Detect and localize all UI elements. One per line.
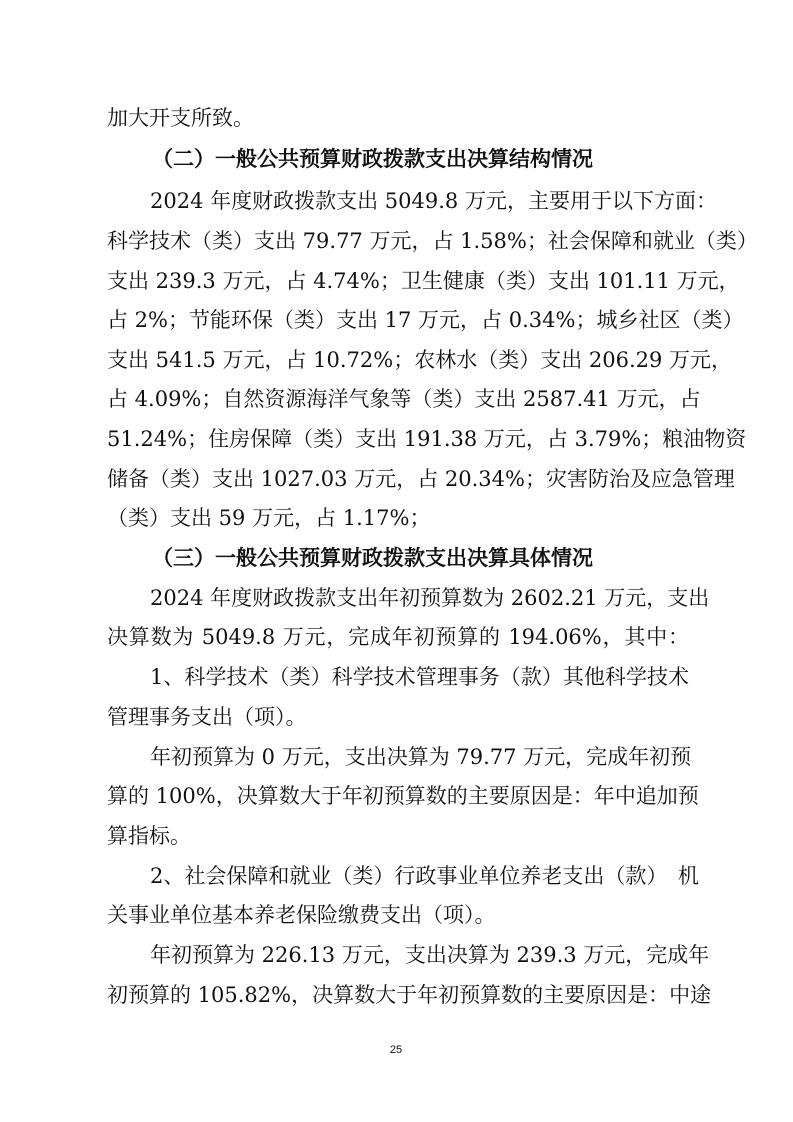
paragraph-line: 2024 年度财政拨款支出年初预算数为 2602.21 万元，支出 (150, 586, 710, 610)
paragraph-line: 占 4.09%；自然资源海洋气象等（类）支出 2587.41 万元，占 (107, 387, 701, 411)
paragraph-line: 支出 541.5 万元，占 10.72%；农林水（类）支出 206.29 万元， (107, 348, 733, 372)
paragraph-line: 占 2%；节能环保（类）支出 17 万元，占 0.34%；城乡社区（类） (107, 308, 744, 332)
paragraph-line: 年初预算为 0 万元，支出决算为 79.77 万元，完成年初预 (150, 745, 692, 769)
paragraph-line: 科学技术（类）支出 79.77 万元，占 1.58%；社会保障和就业（类） (107, 229, 758, 253)
paragraph-line: 关事业单位基本养老保险缴费支出（项）。 (107, 903, 496, 927)
paragraph-line: 决算数为 5049.8 万元，完成年初预算的 194.06%，其中： (107, 625, 689, 649)
paragraph-line: 年初预算为 226.13 万元，支出决算为 239.3 万元，完成年 (150, 943, 710, 967)
section-heading-2: （二）一般公共预算财政拨款支出决算结构情况 (152, 147, 593, 171)
paragraph-line: 初预算的 105.82%，决算数大于年初预算数的主要原因是：中途 (107, 983, 712, 1007)
paragraph-line: 2024 年度财政拨款支出 5049.8 万元，主要用于以下方面： (150, 189, 717, 213)
paragraph-line: （类）支出 59 万元，占 1.17%； (107, 506, 431, 530)
paragraph-line: 加大开支所致。 (107, 106, 254, 130)
paragraph-line: 51.24%；住房保障（类）支出 191.38 万元，占 3.79%；粮油物资 (107, 427, 747, 451)
paragraph-line: 1、科学技术（类）科学技术管理事务（款）其他科学技术 (150, 665, 689, 689)
paragraph-line: 算指标。 (107, 824, 191, 848)
paragraph-line: 2、社会保障和就业（类）行政事业单位养老支出（款） 机 (150, 864, 699, 888)
page-number: 25 (389, 1044, 403, 1056)
section-heading-3: （三）一般公共预算财政拨款支出决算具体情况 (152, 546, 593, 570)
paragraph-line: 支出 239.3 万元，占 4.74%；卫生健康（类）支出 101.11 万元， (107, 269, 740, 293)
paragraph-line: 管理事务支出（项）。 (107, 705, 307, 729)
paragraph-line: 储备（类）支出 1027.03 万元，占 20.34%；灾害防治及应急管理 (107, 467, 735, 491)
paragraph-line: 算的 100%，决算数大于年初预算数的主要原因是：年中追加预 (107, 784, 699, 808)
